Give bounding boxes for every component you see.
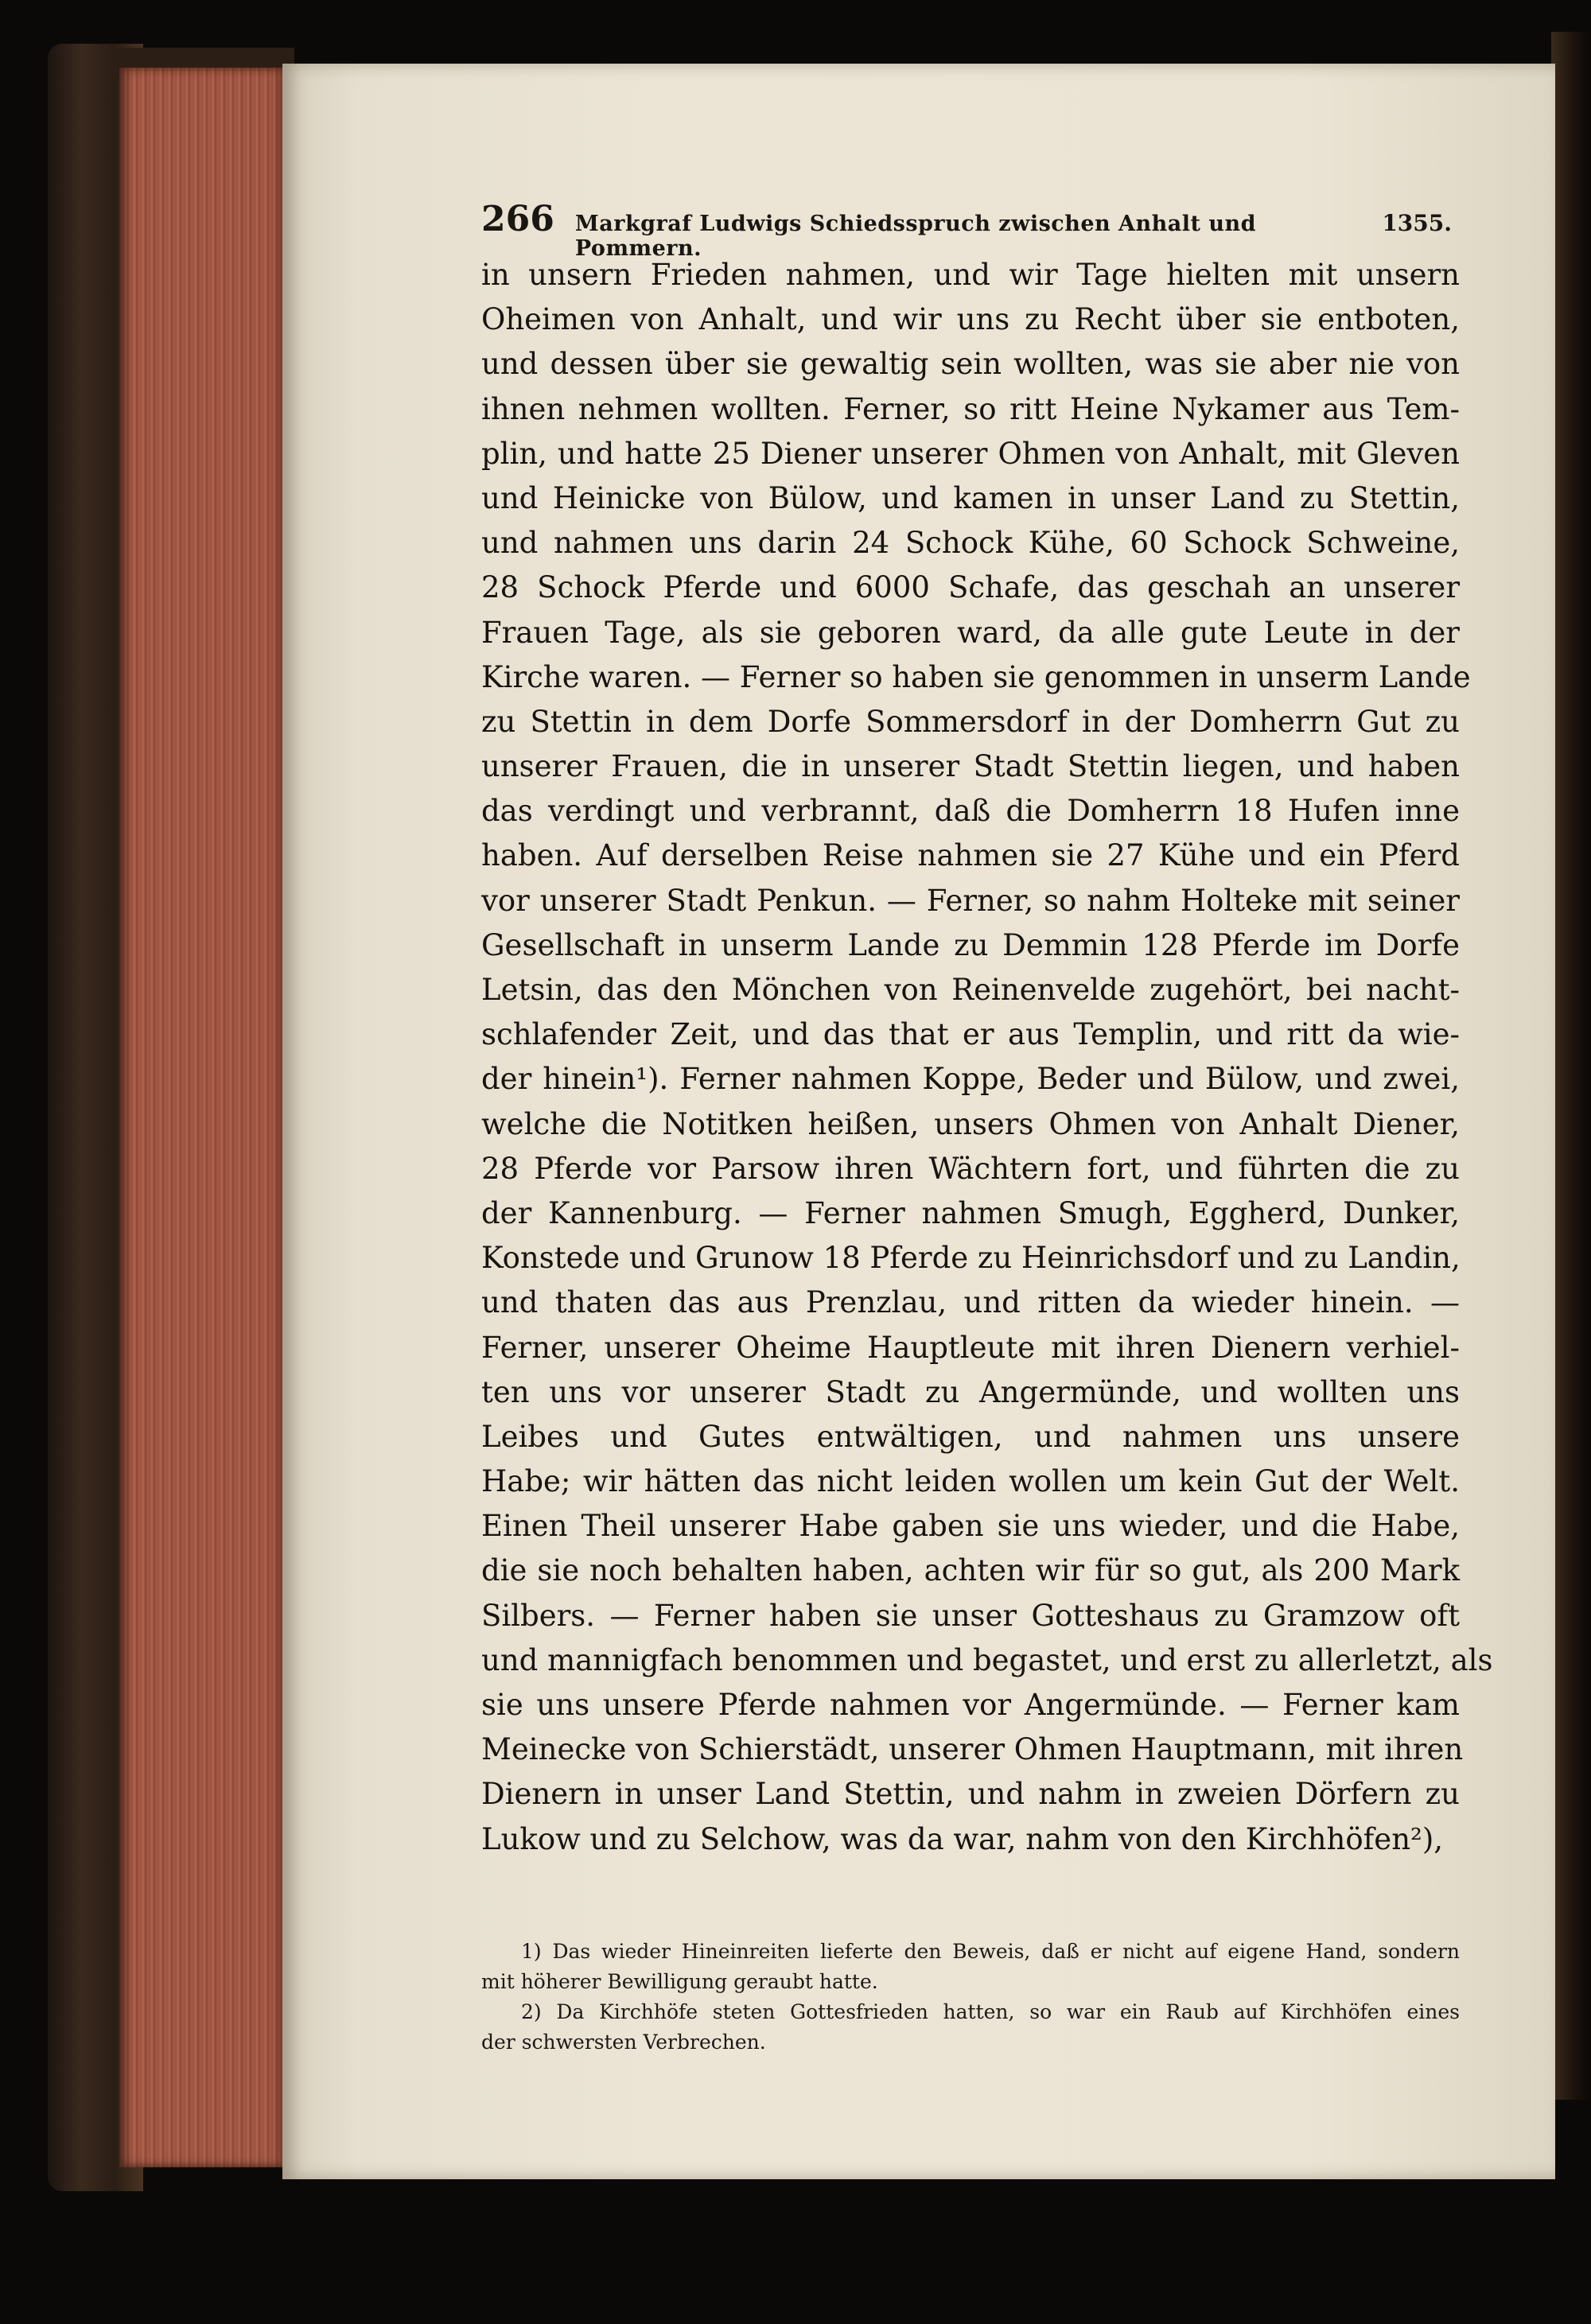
text-line: der Kannenburg. — Ferner nahmen Smugh, Eggherd, Dunker, [481,1195,1460,1230]
text-line: welche die Notitken heißen, unsers Ohmen von Anhalt Diener, [481,1106,1460,1141]
footnotes [481,1937,1460,2058]
text-line: Konstede und Grunow 18 Pferde zu Heinrichsdorf und zu Landin, [481,1241,1461,1276]
running-year: 1355. [1382,210,1452,236]
text-line: Frauen Tage, als sie geboren ward, da alle gute Leute in der [481,615,1460,650]
text-line: haben. Auf derselben Reise nahmen sie 27 Kühe und ein Pferd [481,838,1460,873]
text-line: zu Stettin in dem Dorfe Sommersdorf in der Domherrn Gut zu [481,704,1460,739]
text-line: Oheimen von Anhalt, und wir uns zu Recht über sie entboten, [481,302,1460,337]
text-line: Letsin, das den Mönchen von Reinenvelde zugehört, bei nacht- [481,973,1460,1007]
page-number: 266 [481,199,554,239]
text-line: Leibes und Gutes entwältigen, und nahmen uns unsere [481,1419,1460,1454]
text-line: und nahmen uns darin 24 Schock Kühe, 60 Schock Schweine, [481,526,1460,561]
text-line: ten uns vor unserer Stadt zu Angermünde, und wollten uns [481,1374,1460,1409]
running-head [481,199,1452,261]
text-line: schlafender Zeit, und das that er aus Templin, und ritt da wie- [481,1017,1460,1052]
text-line: das verdingt und verbrannt, daß die Domherrn 18 Hufen inne [481,794,1460,829]
text-line: Einen Theil unserer Habe gaben sie uns wieder, und die Habe, [481,1509,1460,1544]
text-line: und Heinicke von Bülow, und kamen in unser Land zu Stettin, [481,480,1460,515]
page-edges [119,68,286,2167]
running-title: Markgraf Ludwigs Schiedsspruch zwischen Anhalt und Pommern. [574,212,1257,261]
text-line: und dessen über sie gewaltig sein wollten, was sie aber nie von [481,347,1460,382]
footnote-2: 2) Da Kirchhöfe steten Gottesfrieden hatten, so war ein Raub auf Kirchhöfen eines [521,2000,1460,2023]
text-line: 28 Pferde vor Parsow ihren Wächtern fort, und führten die zu [481,1151,1460,1186]
text-line: 28 Schock Pferde und 6000 Schafe, das geschah an unserer [481,570,1460,605]
book-cover-right [1551,32,1591,2100]
text-line: die sie noch behalten haben, achten wir für so gut, als 200 Mark [481,1553,1460,1588]
text-line: vor unserer Stadt Penkun. — Ferner, so nahm Holteke mit seiner [481,883,1460,918]
footnote-1-cont: mit höherer Bewilligung geraubt hatte. [481,1970,878,1993]
text-line: Gesellschaft in unserm Lande zu Demmin 128 Pferde im Dorfe [481,927,1460,962]
footnote-1: 1) Das wieder Hineinreiten lieferte den Beweis, daß er nicht auf eigene Hand, sondern [521,1940,1460,1963]
text-line: Silbers. — Ferner haben sie unser Gotteshaus zu Gramzow oft [481,1598,1460,1633]
text-line: Dienern in unser Land Stettin, und nahm in zweien Dörfern zu [481,1777,1460,1812]
text-line: ihnen nehmen wollten. Ferner, so ritt Heine Nykamer aus Tem- [481,391,1460,426]
text-line: Ferner, unserer Oheime Hauptleute mit ihren Dienern verhiel- [481,1330,1460,1365]
text-line: der hinein¹). Ferner nahmen Koppe, Beder und Bülow, und zwei, [481,1062,1460,1097]
text-line: in unsern Frieden nahmen, und wir Tage hielten mit unsern [481,258,1460,292]
text-line: und mannigfach benommen und begastet, und erst zu allerletzt, als [481,1642,1493,1677]
text-line: und thaten das aus Prenzlau, und ritten da wieder hinein. — [481,1285,1460,1320]
text-line: sie uns unsere Pferde nahmen vor Angermünde. — Ferner kam [481,1688,1460,1722]
text-line: unserer Frauen, die in unserer Stadt Stettin liegen, und haben [481,749,1460,784]
footnote-2-cont: der schwersten Verbrechen. [481,2031,766,2054]
text-line: Lukow und zu Selchow, was da war, nahm von den Kirchhöfen²), [481,1821,1444,1856]
text-line: Habe; wir hätten das nicht leiden wollen um kein Gut der Welt. [481,1464,1460,1499]
body-text [481,253,1493,1862]
text-line: Meinecke von Schierstädt, unserer Ohmen Hauptmann, mit ihren [481,1732,1464,1767]
text-line: Kirche waren. — Ferner so haben sie genommen in unserm Lande [481,659,1471,694]
text-line: plin, und hatte 25 Diener unserer Ohmen von Anhalt, mit Gleven [481,436,1460,471]
